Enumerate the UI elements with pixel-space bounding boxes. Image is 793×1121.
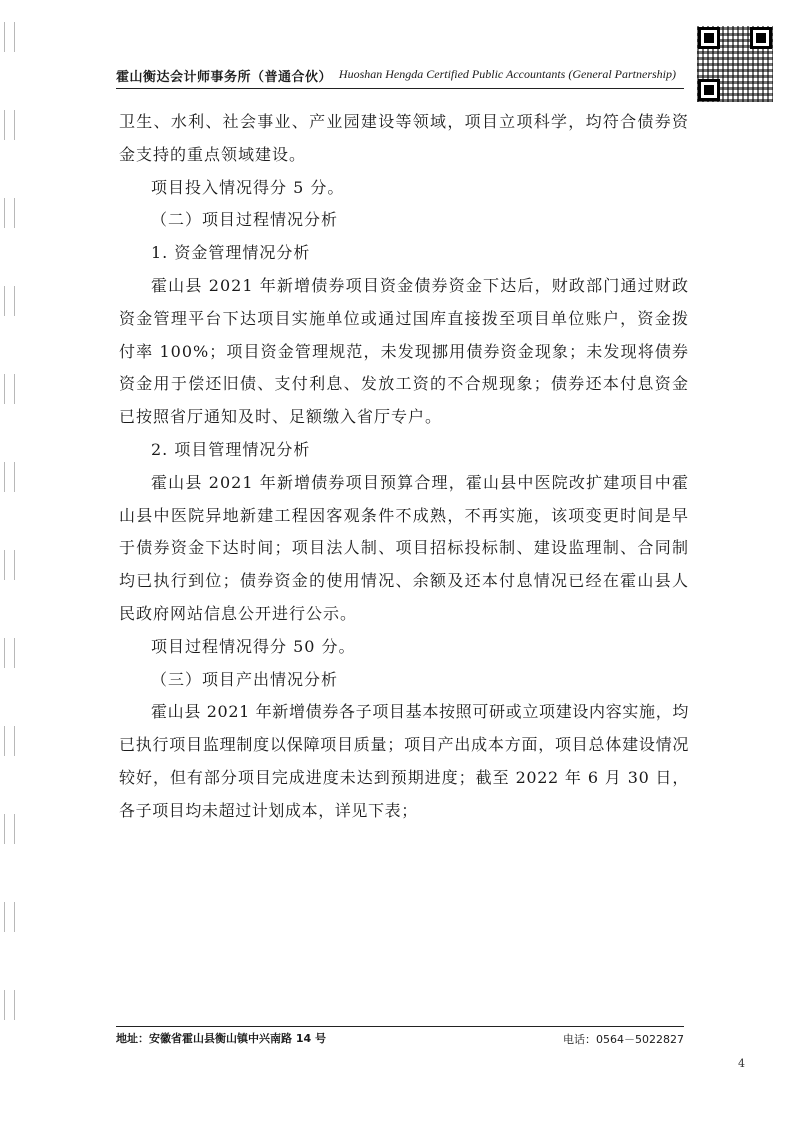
section-heading-process: （二）项目过程情况分析	[151, 210, 339, 230]
paragraph-fund-management: 霍山县 2021 年新增债券项目资金债券资金下达后，财政部门通过财政资金管理平台下达项目实施单位或通过国库直接拨至项目单位账户，资金拨付率 100%；项目资金管理规范，未发现挪用债券资金现象；未发现将债券资金用于偿还旧债、支付利息、发放工资的不合规现象；债券还本付息资金已按照省厅通知及时、足额缴入省厅专户。	[119, 275, 689, 427]
footer-divider	[116, 1026, 684, 1027]
paragraph-output-analysis: 霍山县 2021 年新增债券各子项目基本按照可研或立项建设内容实施，均已执行项目监理制度以保障项目质量；项目产出成本方面，项目总体建设情况较好，但有部分项目完成进度未达到预期进度；截至 2022 年 6 月 30 日，各子项目均未超过计划成本，详见下表；	[119, 702, 689, 820]
page-number: 4	[738, 1057, 745, 1070]
qr-code-icon	[697, 26, 773, 102]
paragraph-continued: 卫生、水利、社会事业、产业园建设等领域，项目立项科学，均符合债券资金支持的重点领域建设。	[119, 112, 689, 164]
subheading-project-management: 2. 项目管理情况分析	[151, 439, 311, 459]
header-divider	[116, 88, 684, 89]
footer-phone: 电话：0564－5022827	[563, 1033, 684, 1046]
paragraph-input-score: 项目投入情况得分 5 分。	[151, 177, 345, 197]
subheading-fund-management: 1. 资金管理情况分析	[151, 243, 311, 263]
paragraph-project-management: 霍山县 2021 年新增债券项目预算合理，霍山县中医院改扩建项目中霍山县中医院异地新建工程因客观条件不成熟，不再实施，该项变更时间是早于债券资金下达时间；项目法人制、项目招标投标制、建设监理制、合同制均已执行到位；债券资金的使用情况、余额及还本付息情况已经在霍山县人民政府网站信息公开进行公示。	[119, 472, 689, 623]
firm-name-english: Huoshan Hengda Certified Public Accountants (General Partnership)	[338, 67, 676, 81]
binding-margin-marks	[4, 0, 20, 1121]
document-body	[119, 106, 689, 828]
firm-name-chinese: 霍山衡达会计师事务所（普通合伙）	[116, 70, 333, 85]
footer-address: 地址：安徽省霍山县衡山镇中兴南路 14 号	[116, 1032, 326, 1045]
paragraph-process-score: 项目过程情况得分 50 分。	[151, 636, 356, 656]
page-header	[116, 60, 676, 90]
section-heading-output: （三）项目产出情况分析	[151, 669, 339, 689]
